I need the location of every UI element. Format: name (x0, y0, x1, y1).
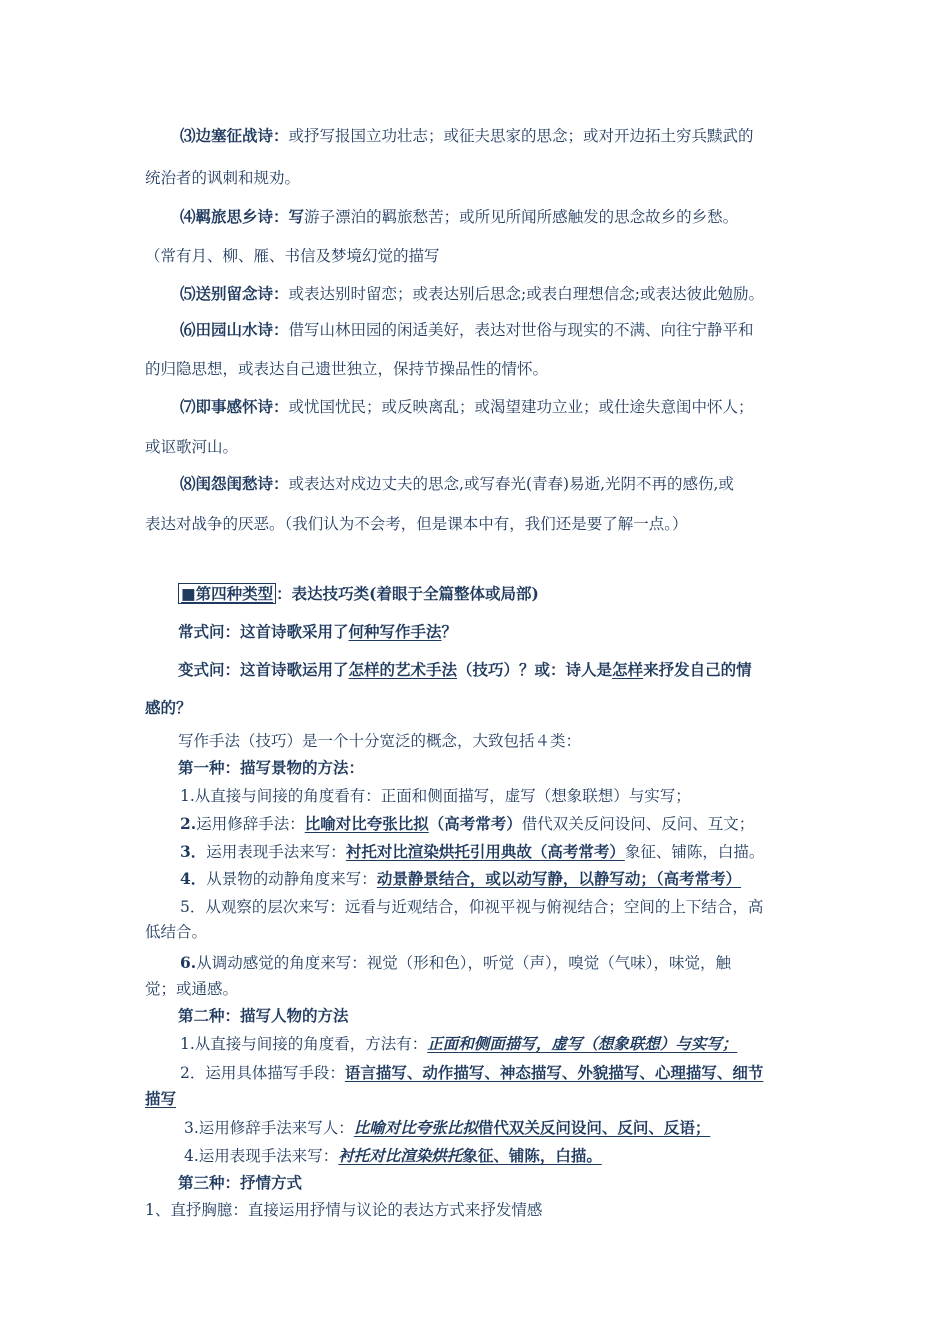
kind2-item1: 1.从直接与间接的角度看，方法有：正面和侧面描写，虚写（想象联想）与实写； (180, 1034, 738, 1053)
kind2-title: 第二种：描写人物的方法 (178, 1006, 349, 1025)
kind1-item1: 1.从直接与间接的角度看有：正面和侧面描写，虚写（想象联想）与实写； (180, 787, 691, 805)
poem-type-7: ⑺即事感怀诗：或忧国忧民；或反映离乱；或渴望建功立业；或仕途失意闺中怀人； (180, 397, 754, 416)
kind3-item1: 1、直抒胸臆：直接运用抒情与议论的表达方式来抒发情感 (145, 1201, 543, 1219)
poem-type-5: ⑸送别留念诗：或表达别时留恋；或表达别后思念;或表白理想信念;或表达彼此勉励。 (180, 284, 764, 303)
item-label: 边塞征战诗 (195, 126, 274, 145)
kind1-item6: 6.从调动感觉的角度来写：视觉（形和色），听觉（声），嗅觉（气味），味觉，触 (180, 953, 731, 972)
kind1-item5-cont: 低结合。 (145, 923, 208, 941)
kind2-item2-cont: 描写 (145, 1089, 177, 1108)
intro-text: 写作手法（技巧）是一个十分宽泛的概念，大致包括４类： (178, 732, 582, 750)
kind3-title: 第三种：抒情方式 (178, 1173, 303, 1192)
section-heading-box: ■第四种类型 (178, 583, 276, 604)
poem-type-8: ⑻闺怨闺愁诗：或表达对戍边丈夫的思念,或写春光(青春)易逝,光阴不再的感伤,或 (180, 474, 734, 493)
poem-type-4-cont: （常有月、柳、雁、书信及梦境幻觉的描写 (145, 247, 440, 265)
kind1-item3: 3．运用表现手法来写：衬托对比渲染烘托引用典故（高考常考）象征、铺陈，白描。 (180, 842, 765, 861)
kind2-item3: 3.运用修辞手法来写人：比喻对比夸张比拟借代双关反问设问、反问、反语； (184, 1118, 711, 1137)
poem-type-6: ⑹田园山水诗：借写山林田园的闲适美好，表达对世俗与现实的不满、向往宁静平和 (180, 320, 754, 339)
variant-question-cont: 感的？ (145, 698, 192, 717)
poem-type-8-cont: 表达对战争的厌恶。（我们认为不会考，但是课本中有，我们还是要了解一点。） (145, 515, 688, 533)
section-heading: ■第四种类型 ：表达技巧类(着眼于全篇整体或局部) (178, 583, 539, 605)
item-number: ⑶ (180, 126, 196, 145)
poem-type-3-cont: 统治者的讽刺和规劝。 (145, 169, 301, 187)
kind2-item4: 4.运用表现手法来写：衬托对比渲染烘托象征、铺陈，白描。 (184, 1146, 602, 1165)
item-text: 或抒写报国立功壮志；或征夫思家的思念；或对开边拓土穷兵黩武的 (288, 127, 754, 145)
kind2-item2: 2．运用具体描写手段：语言描写、动作描写、神态描写、外貌描写、心理描写、细节 (180, 1063, 764, 1082)
kind1-item5: 5．从观察的层次来写：远看与近观结合，仰视平视与俯视结合；空间的上下结合，高 (180, 898, 764, 916)
poem-type-6-cont: 的归隐思想，或表达自己遗世独立，保持节操品性的情怀。 (145, 360, 549, 378)
poem-type-4: ⑷羁旅思乡诗：写游子漂泊的羁旅愁苦；或所见所闻所感触发的思念故乡的乡愁。 (180, 207, 739, 226)
poem-type-7-cont: 或讴歌河山。 (145, 438, 239, 456)
kind1-item6-cont: 觉；或通感。 (145, 980, 239, 998)
variant-question: 变式问：这首诗歌运用了怎样的艺术手法（技巧）？或：诗人是怎样来抒发自己的情 (178, 660, 752, 679)
kind1-item4: 4．从景物的动静角度来写：动景静景结合，或以动写静，以静写动；（高考常考） (180, 869, 742, 888)
kind1-item2: 2.运用修辞手法：比喻对比夸张比拟（高考常考）借代双关反问设问、反问、互文； (180, 814, 755, 833)
common-question: 常式问：这首诗歌采用了何种写作手法？ (178, 622, 458, 641)
kind1-title: 第一种：描写景物的方法： (178, 758, 365, 777)
poem-type-3: ⑶边塞征战诗：或抒写报国立功壮志；或征夫思家的思念；或对开边拓土穷兵黩武的 (180, 126, 754, 145)
